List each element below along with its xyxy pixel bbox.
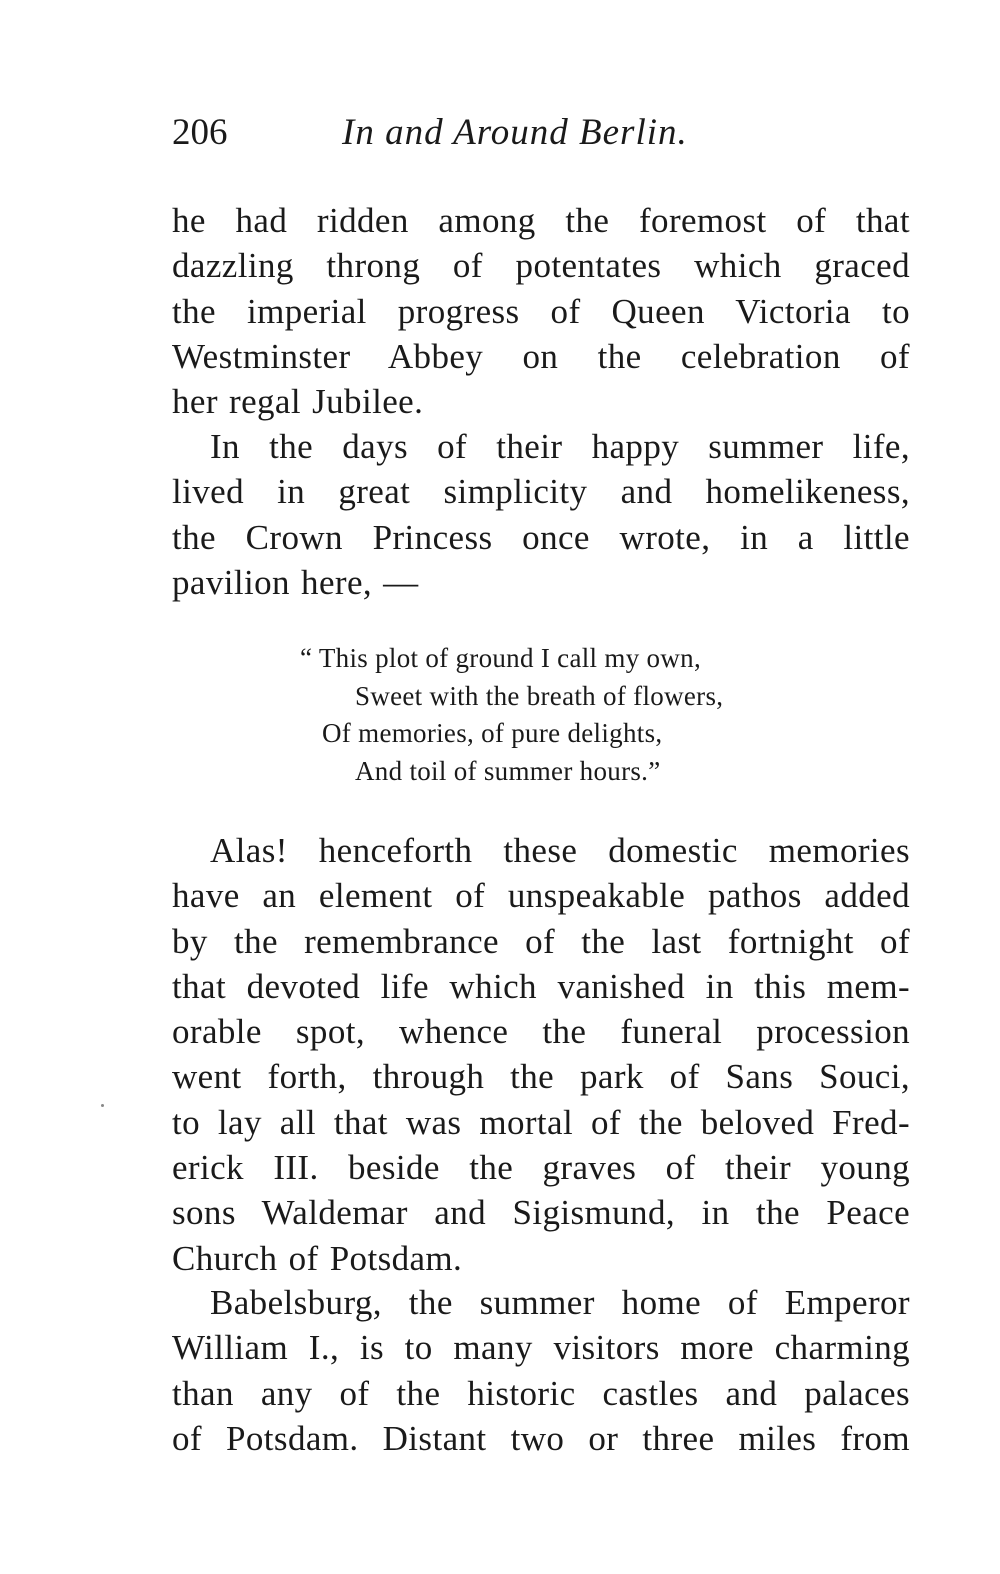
text-line: by the remembrance of the last fortnight of bbox=[172, 921, 910, 961]
page-header bbox=[172, 108, 912, 158]
paragraph-4 bbox=[172, 1280, 910, 1461]
text-line: to lay all that was mortal of the beloved Fred- bbox=[172, 1102, 910, 1142]
text-line: sons Waldemar and Sigismund, in the Peace bbox=[172, 1193, 910, 1233]
text-line: the imperial progress of Queen Victoria to bbox=[172, 291, 910, 331]
paragraph-3 bbox=[172, 828, 910, 1281]
text-line: erick III. beside the graves of their young bbox=[172, 1148, 910, 1188]
text-line: that devoted life which vanished in this mem- bbox=[172, 966, 910, 1006]
text-line: lived in great simplicity and homelikeness, bbox=[172, 472, 910, 512]
text-line: Alas! henceforth these domestic memories bbox=[210, 831, 910, 870]
text-line: pavilion here, — bbox=[172, 562, 419, 602]
paragraph-2 bbox=[172, 424, 910, 605]
text-line: dazzling throng of potentates which graced bbox=[172, 246, 910, 286]
poem-verse: And toil of summer hours.” bbox=[355, 755, 661, 786]
poem-verse: Sweet with the breath of flowers, bbox=[355, 680, 724, 711]
text-line: Church of Potsdam. bbox=[172, 1238, 463, 1278]
text-line: he had ridden among the foremost of that bbox=[172, 201, 910, 240]
text-line: orable spot, whence the funeral procession bbox=[172, 1012, 910, 1052]
text-line: William I., is to many visitors more charming bbox=[172, 1328, 910, 1368]
poem-quotation bbox=[300, 640, 860, 790]
text-line: have an element of unspeakable pathos added bbox=[172, 876, 910, 916]
text-line: Westminster Abbey on the celebration of bbox=[172, 336, 910, 376]
text-line: the Crown Princess once wrote, in a little bbox=[172, 517, 910, 557]
scan-speck bbox=[101, 1104, 104, 1107]
text-line: her regal Jubilee. bbox=[172, 382, 424, 422]
paragraph-1 bbox=[172, 198, 910, 424]
text-line: than any of the historic castles and palaces bbox=[172, 1373, 910, 1413]
poem-verse: Of memories, of pure delights, bbox=[322, 718, 663, 748]
running-title: In and Around Berlin. bbox=[342, 112, 688, 153]
text-line: of Potsdam. Distant two or three miles from bbox=[172, 1418, 910, 1458]
text-line: Babelsburg, the summer home of Emperor bbox=[210, 1283, 910, 1322]
text-line: went forth, through the park of Sans Souci, bbox=[172, 1057, 910, 1097]
text-line: In the days of their happy summer life, bbox=[210, 427, 910, 466]
poem-verse: “ This plot of ground I call my own, bbox=[300, 643, 701, 673]
page-number: 206 bbox=[172, 112, 228, 153]
